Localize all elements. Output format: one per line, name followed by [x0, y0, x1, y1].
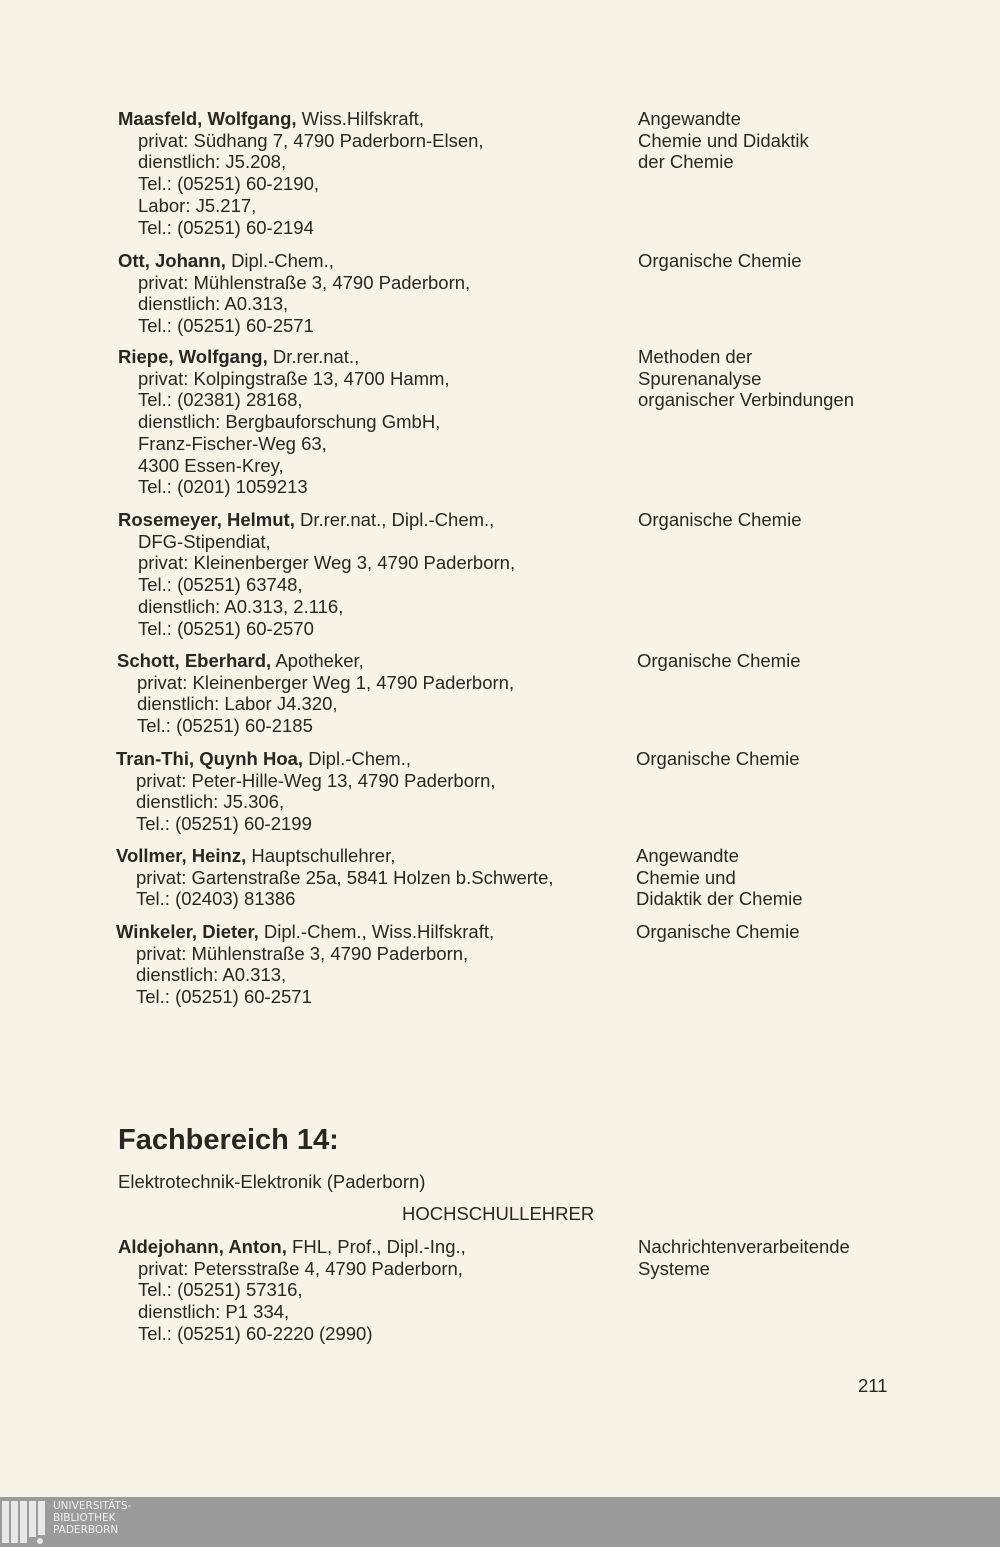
person-title: Dr.rer.nat., Dipl.-Chem., [300, 509, 495, 530]
department [638, 346, 978, 411]
contact-line: dienstlich: Bergbauforschung GmbH, [138, 411, 441, 433]
department [636, 845, 976, 910]
contact-line: Tel.: (05251) 63748, [138, 574, 303, 596]
library-footer [0, 1497, 1000, 1547]
contact-line: Tel.: (02403) 81386 [136, 888, 296, 910]
person-title: Wiss.Hilfskraft, [301, 108, 424, 129]
person-name: Vollmer, Heinz, [116, 845, 247, 866]
department-line: Nachrichtenverarbeitende [638, 1236, 850, 1257]
person-title: Dipl.-Chem., [308, 748, 412, 769]
contact-line: dienstlich: A0.313, [138, 293, 289, 315]
person-title: Dr.rer.nat., [272, 346, 360, 367]
department-line: Organische Chemie [637, 650, 801, 671]
contact-line: privat: Südhang 7, 4790 Paderborn-Elsen, [138, 129, 484, 151]
contact-line: Tel.: (05251) 60-2190, [138, 173, 320, 195]
department-line: Organische Chemie [638, 509, 802, 530]
department [638, 509, 978, 531]
department-line: Chemie und [636, 866, 736, 888]
department-line: Spurenanalyse [638, 367, 762, 389]
person-name: Schott, Eberhard, [117, 650, 272, 671]
person-name: Riepe, Wolfgang, [118, 346, 268, 367]
department-line: organischer Verbindungen [638, 389, 854, 411]
contact-line: privat: Gartenstraße 25a, 5841 Holzen b.Schwerte, [136, 866, 554, 888]
contact-line: dienstlich: J5.306, [136, 791, 285, 813]
contact-line: Tel.: (05251) 60-2571 [138, 315, 314, 337]
contact-line: dienstlich: A0.313, 2.116, [138, 595, 344, 617]
contact-line: Tel.: (05251) 60-2199 [136, 813, 312, 835]
faculty-subtitle: Elektrotechnik-Elektronik (Paderborn) [118, 1171, 426, 1192]
department-line: Organische Chemie [636, 921, 800, 942]
contact-line: Tel.: (05251) 60-2220 (2990) [138, 1322, 373, 1344]
contact-line: Tel.: (05251) 60-2185 [137, 715, 313, 737]
person-title: Hauptschullehrer, [251, 845, 396, 866]
contact-line: privat: Kleinenberger Weg 1, 4790 Paderborn, [137, 671, 515, 693]
contact-line: dienstlich: Labor J4.320, [137, 693, 338, 715]
contact-line: Labor: J5.217, [138, 194, 257, 216]
faculty-heading: Fachbereich 14: [118, 1124, 339, 1156]
department [636, 748, 976, 770]
contact-line: Tel.: (0201) 1059213 [138, 476, 308, 498]
department-line: Chemie und Didaktik [638, 129, 809, 151]
section-label: HOCHSCHULLEHRER [402, 1203, 595, 1224]
contact-line: Tel.: (05251) 60-2570 [138, 617, 314, 639]
department-line: Angewandte [636, 845, 739, 866]
person-name: Winkeler, Dieter, [116, 921, 259, 942]
contact-line: Tel.: (05251) 57316, [138, 1279, 303, 1301]
contact-line: privat: Mühlenstraße 3, 4790 Paderborn, [136, 942, 469, 964]
contact-line: Franz-Fischer-Weg 63, [138, 432, 327, 454]
contact-line: privat: Kolpingstraße 13, 4700 Hamm, [138, 367, 450, 389]
person-title: Dipl.-Chem., [231, 250, 334, 271]
contact-line: DFG-Stipendiat, [138, 530, 271, 552]
department [638, 250, 978, 272]
department [638, 108, 978, 173]
library-logo-text: UNIVERSITÄTS- BIBLIOTHEK PADERBORN [53, 1500, 132, 1536]
department [636, 921, 976, 943]
department [638, 1236, 978, 1279]
department [637, 650, 977, 672]
contact-line: 4300 Essen-Krey, [138, 454, 284, 476]
contact-line: privat: Kleinenberger Weg 3, 4790 Paderborn, [138, 552, 516, 574]
department-line: Systeme [638, 1257, 710, 1279]
contact-line: privat: Mühlenstraße 3, 4790 Paderborn, [138, 271, 471, 293]
department-line: Organische Chemie [636, 748, 800, 769]
department-line: Methoden der [638, 346, 753, 367]
person-name: Aldejohann, Anton, [118, 1236, 287, 1257]
department-line: Angewandte [638, 108, 741, 129]
person-title: FHL, Prof., Dipl.-Ing., [292, 1236, 466, 1257]
contact-line: dienstlich: A0.313, [136, 964, 287, 986]
department-line: der Chemie [638, 151, 734, 173]
contact-line: dienstlich: J5.208, [138, 151, 287, 173]
person-title: Apotheker, [275, 650, 364, 671]
person-title: Dipl.-Chem., Wiss.Hilfskraft, [263, 921, 495, 942]
contact-line: dienstlich: P1 334, [138, 1301, 290, 1323]
person-name: Ott, Johann, [118, 250, 226, 271]
contact-line: privat: Petersstraße 4, 4790 Paderborn, [138, 1257, 463, 1279]
person-name: Tran-Thi, Quynh Hoa, [116, 748, 304, 769]
contact-line: Tel.: (05251) 60-2571 [136, 986, 312, 1008]
person-name: Rosemeyer, Helmut, [118, 509, 295, 530]
department-line: Didaktik der Chemie [636, 888, 803, 910]
page-number: 211 [858, 1375, 888, 1396]
contact-line: Tel.: (05251) 60-2194 [138, 216, 314, 238]
department-line: Organische Chemie [638, 250, 802, 271]
contact-line: Tel.: (02381) 28168, [138, 389, 303, 411]
person-name: Maasfeld, Wolfgang, [118, 108, 297, 129]
contact-line: privat: Peter-Hille-Weg 13, 4790 Paderborn, [136, 769, 496, 791]
